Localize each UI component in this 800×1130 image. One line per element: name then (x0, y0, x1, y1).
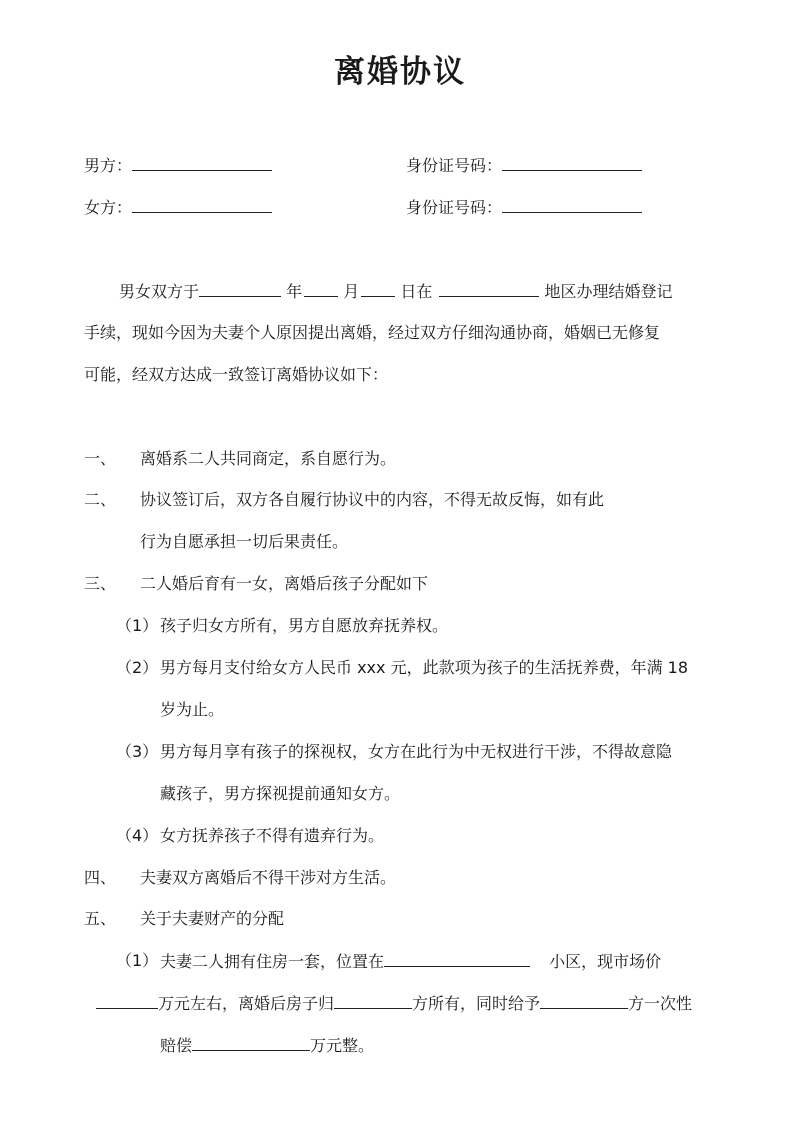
intro-line-2: 手续，现如今因为夫妻个人原因提出离婚，经过双方仔细沟通协商，婚姻已无修复 (84, 323, 661, 342)
day-label: 日在 (400, 282, 433, 301)
clause-3-sub-2-number: （2） (116, 658, 159, 677)
clause-4-number: 四、 (84, 868, 117, 887)
male-field-row (84, 154, 272, 177)
market-price-label: 小区，现市场价 (549, 952, 662, 971)
intro-line-3: 可能，经双方达成一致签订离婚协议如下： (84, 365, 389, 384)
day-blank[interactable] (361, 280, 395, 297)
intro-text: 男女双方于 (119, 282, 200, 301)
clause-3-sub-1-number: （1） (116, 616, 159, 635)
female-label: 女方： (84, 198, 133, 217)
market-price-blank[interactable] (96, 992, 158, 1009)
clause-5-sub-1-line-3 (160, 1034, 374, 1057)
compensation-label: 赔偿 (160, 1036, 193, 1055)
compensation-unit: 万元整。 (310, 1036, 375, 1055)
clause-2-text-a: 协议签订后，双方各自履行协议中的内容，不得无故反悔，如有此 (140, 490, 605, 509)
clause-5-sub-1-line-2 (96, 992, 692, 1015)
female-id-label: 身份证号码： (406, 198, 503, 217)
clause-2-text-b: 行为自愿承担一切后果责任。 (140, 532, 349, 551)
intro-tail: 地区办理结婚登记 (544, 282, 673, 301)
document-title: 离婚协议 (334, 54, 466, 90)
clause-5-sub-1-line-1 (160, 950, 661, 973)
compensate-to-label: 方所有，同时给予 (412, 994, 541, 1013)
clause-3-sub-2-text-b: 岁为止。 (160, 700, 225, 719)
female-field-row (84, 196, 272, 219)
clause-2-number: 二、 (84, 490, 117, 509)
clause-3-sub-3-text-a: 男方每月享有孩子的探视权，女方在此行为中无权进行干涉，不得故意隐 (160, 742, 673, 761)
house-owner-label: 万元左右，离婚后房子归 (158, 994, 335, 1013)
clause-5-sub-1-number: （1） (116, 951, 159, 970)
clause-3-sub-3-text-b: 藏孩子，男方探视提前通知女方。 (160, 784, 401, 803)
year-blank[interactable] (199, 280, 281, 297)
house-location-label: 夫妻二人拥有住房一套，位置在 (160, 952, 385, 971)
clause-3-text: 二人婚后育有一女，离婚后孩子分配如下 (140, 574, 429, 593)
clause-5-number: 五、 (84, 909, 117, 928)
clause-3-sub-4-text: 女方抚养孩子不得有遗弃行为。 (160, 826, 385, 845)
clause-3-number: 三、 (84, 574, 117, 593)
compensation-amount-blank[interactable] (192, 1034, 310, 1051)
compensate-party-blank[interactable] (540, 992, 628, 1009)
clause-1-text: 离婚系二人共同商定，系自愿行为。 (140, 449, 397, 468)
clause-3-sub-3-number: （3） (116, 742, 159, 761)
male-id-label: 身份证号码： (406, 156, 503, 175)
clause-1-number: 一、 (84, 449, 117, 468)
male-label: 男方： (84, 156, 133, 175)
clause-3-sub-1-text: 孩子归女方所有，男方自愿放弃抚养权。 (160, 616, 449, 635)
year-label: 年 (286, 282, 303, 301)
male-id-blank[interactable] (502, 154, 642, 171)
month-blank[interactable] (304, 280, 338, 297)
male-name-blank[interactable] (132, 154, 272, 171)
month-label: 月 (343, 282, 360, 301)
clause-4-text: 夫妻双方离婚后不得干涉对方生活。 (140, 868, 397, 887)
female-id-blank[interactable] (502, 196, 642, 213)
intro-line-1 (119, 280, 673, 303)
region-blank[interactable] (439, 280, 539, 297)
house-location-blank[interactable] (384, 950, 530, 967)
female-name-blank[interactable] (132, 196, 272, 213)
male-id-row (406, 154, 642, 177)
one-time-label: 方一次性 (628, 994, 693, 1013)
clause-3-sub-2-text-a: 男方每月支付给女方人民币 xxx 元，此款项为孩子的生活抚养费，年满 18 (160, 658, 689, 677)
clause-5-text: 关于夫妻财产的分配 (140, 909, 285, 928)
clause-3-sub-4-number: （4） (116, 826, 159, 845)
house-owner-blank[interactable] (334, 992, 412, 1009)
female-id-row (406, 196, 642, 219)
